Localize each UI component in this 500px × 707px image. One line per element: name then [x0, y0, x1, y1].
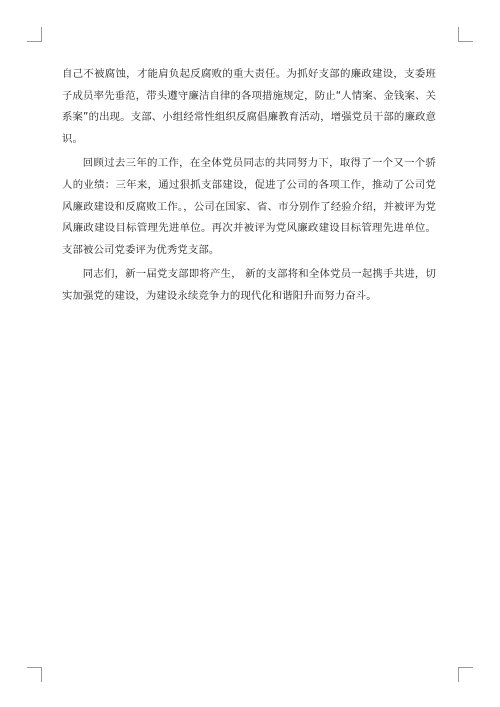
- paragraph-2: 回顾过去三年的工作，在全体党员同志的共同努力下，取得了一个又一个骄人的业绩：三年来，通过狠抓支部建设，促进了公司的各项工作，推动了公司党风廉政建设和反腐败工作。，公司在国家、省、市分别作了经验介绍，并被评为党风廉政建设目标管理先进单位。再次并被评为党风廉政建设目标管理先进单位。支部被公司党委评为优秀党支部。: [62, 157, 436, 256]
- document-body: [62, 64, 436, 311]
- paragraph-3: 同志们，新一届党支部即将产生， 新的支部将和全体党员一起携手共进，切实加强党的建设，为建设永续竞争力的现代化和谐阳升而努力奋斗。: [62, 268, 436, 302]
- crop-mark-bottom-right: [458, 667, 473, 682]
- paragraph-1: 自己不被腐蚀，才能肩负起反腐败的重大责任。为抓好支部的廉政建设，支委班子成员率先垂范，带头遵守廉洁自律的各项措施规定，防止“人情案、金钱案、关系案”的出现。支部、小组经常性组织反腐倡廉教育活动，增强党员干部的廉政意识。: [62, 68, 436, 145]
- crop-mark-bottom-left: [27, 667, 42, 682]
- crop-mark-top-left: [27, 27, 42, 42]
- crop-mark-top-right: [458, 27, 473, 42]
